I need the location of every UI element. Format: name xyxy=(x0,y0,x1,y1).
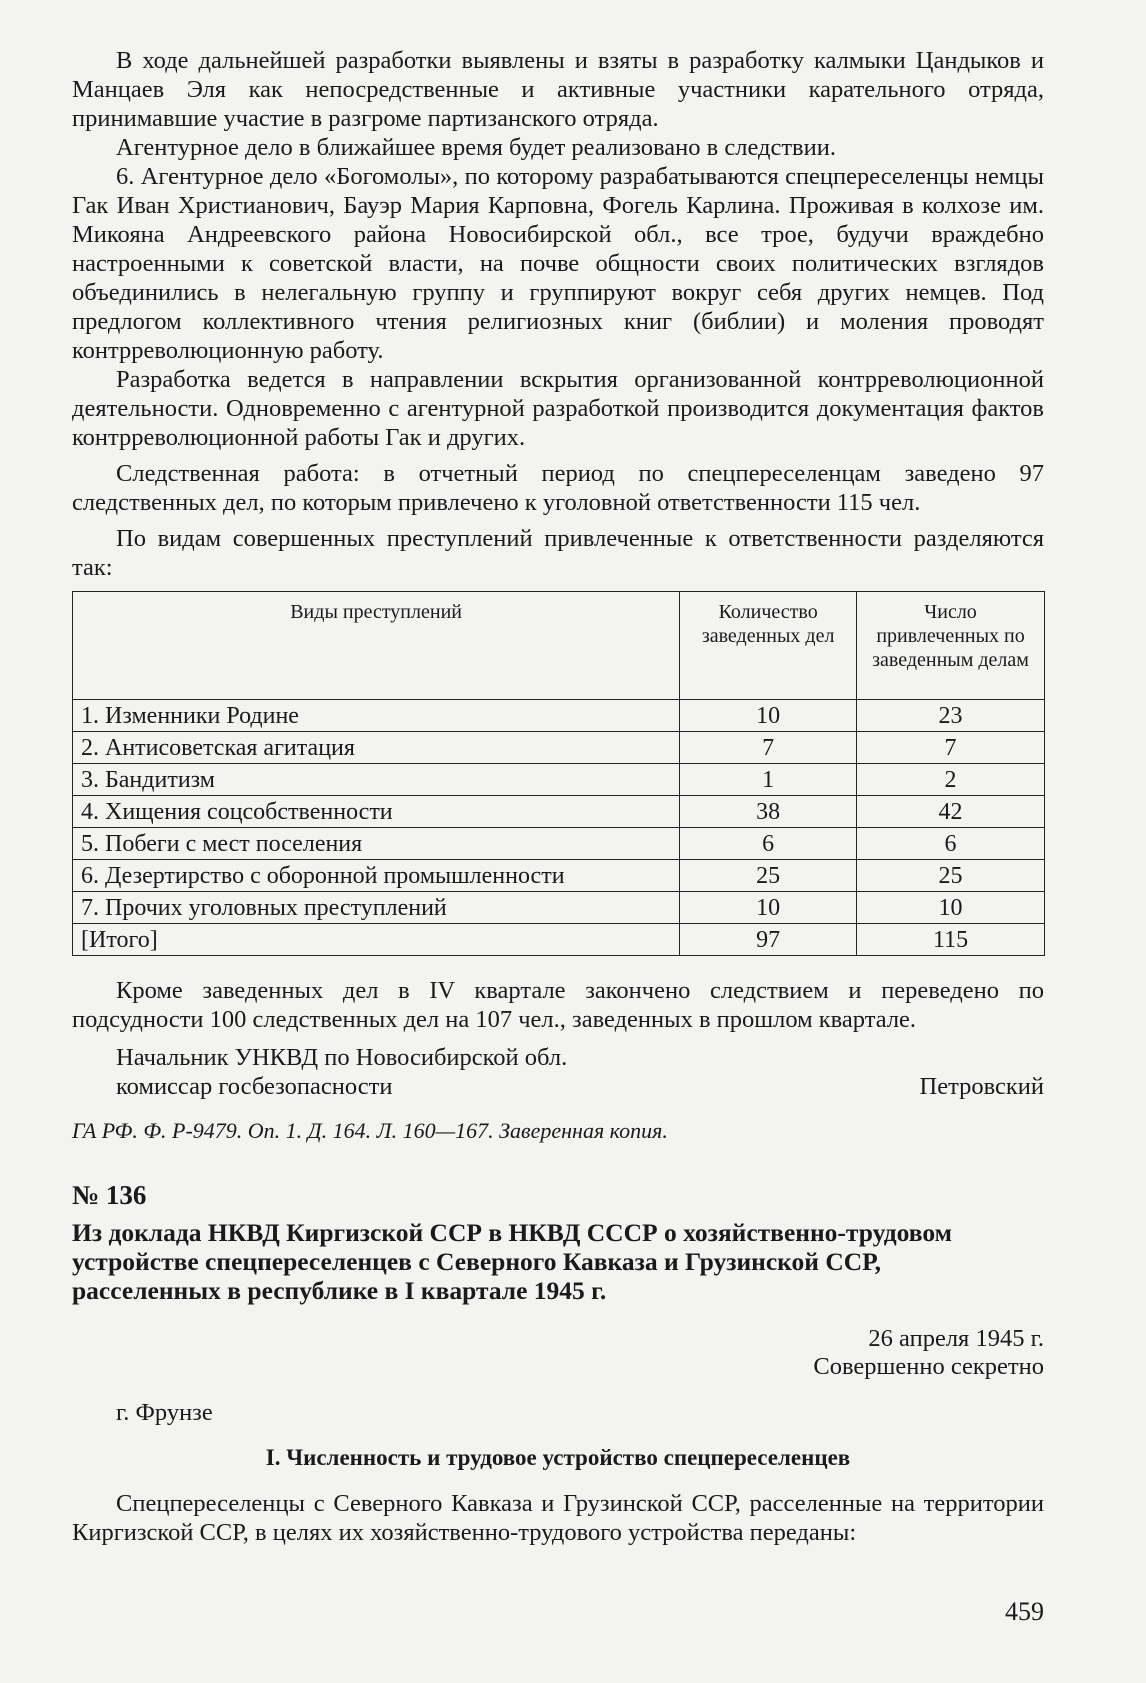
table-header-row xyxy=(73,592,1045,700)
persons-count-cell: 2 xyxy=(857,764,1045,796)
cases-count-cell: 1 xyxy=(680,764,857,796)
table-row xyxy=(73,892,1045,924)
table-header: Количество заведенных дел xyxy=(680,592,857,700)
paragraph: Спецпереселенцы с Северного Кавказа и Грузинской ССР, расселенные на территории Киргизской ССР, в целях их хозяйственно-трудового устройства переданы: xyxy=(72,1490,1044,1546)
paragraph: Кроме заведенных дел в IV квартале закончено следствием и переведено по подсудности 100 следственных дел на 107 чел., заведенных в прошлом квартале. xyxy=(72,977,1044,1033)
document-title: Из доклада НКВД Киргизской ССР в НКВД СССР о хозяйственно-трудовом устройстве спецпереселенцев с Северного Кавказа и Грузинской ССР, расселенных в республике в I квартале 1945 г. xyxy=(72,1218,952,1305)
classification: Совершенно секретно xyxy=(813,1353,1044,1380)
table-row xyxy=(73,700,1045,732)
table-row xyxy=(73,924,1045,956)
table-row xyxy=(73,732,1045,764)
paragraph: По видам совершенных преступлений привлеченные к ответственности разделяются так: xyxy=(72,525,1044,581)
persons-count-cell: 115 xyxy=(857,924,1045,956)
archive-source: ГА РФ. Ф. Р-9479. Оп. 1. Д. 164. Л. 160—167. Заверенная копия. xyxy=(72,1118,668,1143)
signature-block xyxy=(116,1043,1044,1101)
crime-type-cell: 5. Побеги с мест поселения xyxy=(73,828,680,860)
crime-type-cell: 7. Прочих уголовных преступлений xyxy=(73,892,680,924)
document-date: 26 апреля 1945 г. xyxy=(868,1325,1044,1352)
crime-type-cell: 2. Антисоветская агитация xyxy=(73,732,680,764)
persons-count-cell: 6 xyxy=(857,828,1045,860)
persons-count-cell: 25 xyxy=(857,860,1045,892)
section-paragraph xyxy=(72,1489,1044,1547)
signature-name: Петровский xyxy=(919,1073,1044,1100)
cases-count-cell: 6 xyxy=(680,828,857,860)
cases-count-cell: 97 xyxy=(680,924,857,956)
crimes-table xyxy=(72,591,1045,956)
paragraph: В ходе дальнейшей разработки выявлены и взяты в разработку калмыки Цандыков и Манцаев Эля как непосредственные и активные участники карательного отряда, принимавшие участие в разгроме партизанского отряда. xyxy=(72,47,1044,132)
document-number: № 136 xyxy=(72,1180,147,1210)
table-header: Число привлеченных по заведенным делам xyxy=(857,592,1045,700)
cases-count-cell: 25 xyxy=(680,860,857,892)
after-table xyxy=(72,976,1044,1034)
cases-count-cell: 10 xyxy=(680,892,857,924)
paragraph: Агентурное дело в ближайшее время будет реализовано в следствии. xyxy=(116,134,836,161)
crime-type-cell: 4. Хищения соцсобственности xyxy=(73,796,680,828)
crime-type-cell: 3. Бандитизм xyxy=(73,764,680,796)
persons-count-cell: 10 xyxy=(857,892,1045,924)
cases-count-cell: 7 xyxy=(680,732,857,764)
section-heading: I. Численность и трудовое устройство спецпереселенцев xyxy=(265,1445,851,1470)
paragraph: Следственная работа: в отчетный период по спецпереселенцам заведено 97 следственных дел, по которым привлечено к уголовной ответственности 115 чел. xyxy=(72,460,1044,516)
crime-type-cell: [Итого] xyxy=(73,924,680,956)
table-row xyxy=(73,764,1045,796)
paragraph: Разработка ведется в направлении вскрытия организованной контрреволюционной деятельности. Одновременно с агентурной разработкой производится документация фактов контрреволюционной работы Гак и других. xyxy=(72,366,1044,451)
place: г. Фрунзе xyxy=(116,1399,213,1426)
table-row xyxy=(73,796,1045,828)
cases-count-cell: 10 xyxy=(680,700,857,732)
crime-type-cell: 1. Изменники Родине xyxy=(73,700,680,732)
top-paragraphs xyxy=(72,46,1044,582)
crime-type-cell: 6. Дезертирство с оборонной промышленности xyxy=(73,860,680,892)
signature-title: Начальник УНКВД по Новосибирской обл. xyxy=(116,1044,568,1071)
cases-count-cell: 38 xyxy=(680,796,857,828)
signature-rank: комиссар госбезопасности xyxy=(116,1073,393,1100)
persons-count-cell: 23 xyxy=(857,700,1045,732)
table-row xyxy=(73,860,1045,892)
persons-count-cell: 42 xyxy=(857,796,1045,828)
table-row xyxy=(73,828,1045,860)
table-header: Виды преступлений xyxy=(73,592,680,700)
page-number: 459 xyxy=(1005,1597,1044,1626)
paragraph: 6. Агентурное дело «Богомолы», по которому разрабатываются спецпереселенцы немцы Гак Иван Христианович, Бауэр Мария Карповна, Фогель Карлина. Проживая в колхозе им. Микояна Андреевского района Новосибирской обл., все трое, будучи враждебно настроенными к советской власти, на почве общности своих политических взглядов объединились в нелегальную группу и группируют вокруг себя других немцев. Под предлогом коллективного чтения религиозных книг (библии) и моления проводят контрреволюционную работу. xyxy=(72,163,1044,364)
persons-count-cell: 7 xyxy=(857,732,1045,764)
